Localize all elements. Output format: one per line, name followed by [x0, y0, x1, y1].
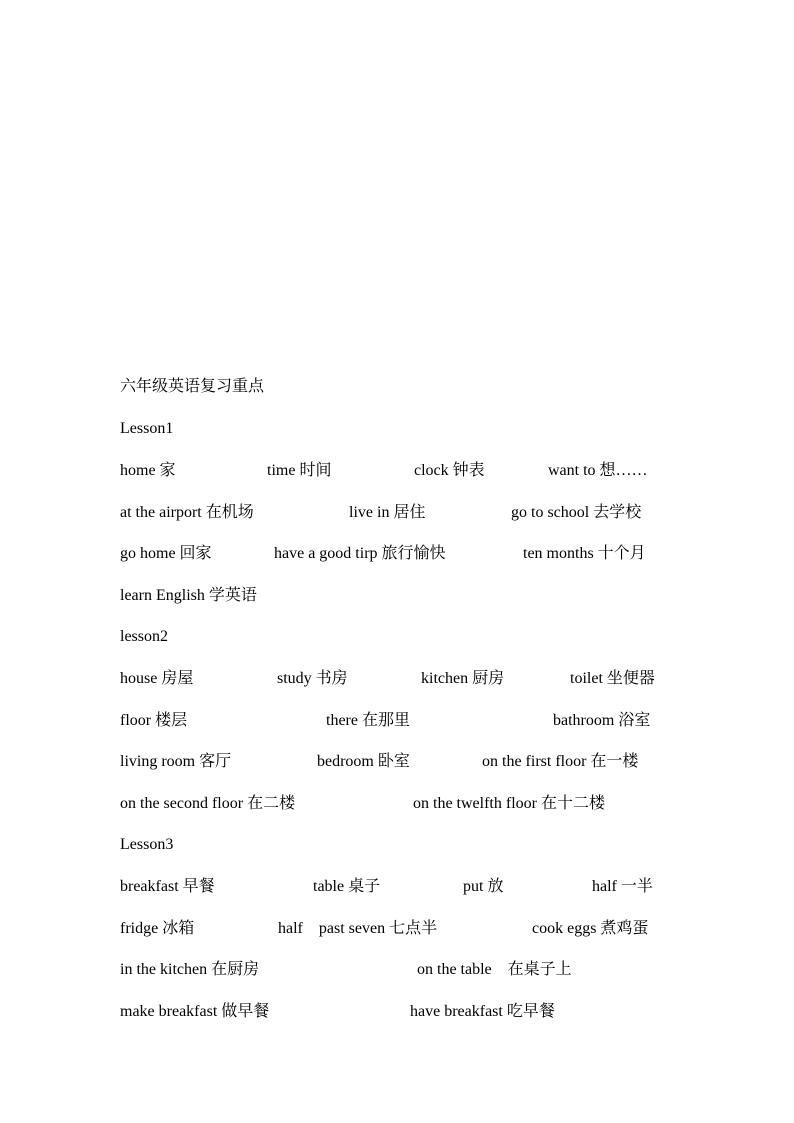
vocab-entry: learn English 学英语: [120, 587, 257, 604]
vocab-entry: want to 想……: [548, 462, 648, 479]
vocab-entry: make breakfast 做早餐: [120, 1003, 270, 1020]
vocab-row: [120, 459, 680, 483]
vocab-entry: bathroom 浴室: [553, 712, 651, 729]
vocab-entry: living room 客厅: [120, 753, 232, 770]
vocab-row: [120, 750, 680, 774]
vocab-entry: fridge 冰箱: [120, 920, 195, 937]
vocab-entry: go home 回家: [120, 545, 212, 562]
vocab-entry: on the second floor 在二楼: [120, 795, 296, 812]
vocab-row: [120, 709, 680, 733]
vocab-entry: half 一半: [592, 878, 653, 895]
lesson-heading: lesson2: [120, 628, 168, 645]
vocab-entry: table 桌子: [313, 878, 381, 895]
vocab-entry: have a good tirp 旅行愉快: [274, 545, 446, 562]
document-title: 六年级英语复习重点: [120, 378, 265, 395]
vocab-entry: in the kitchen 在厨房: [120, 961, 260, 978]
vocab-entry: house 房屋: [120, 670, 194, 687]
vocab-entry: on the first floor 在一楼: [482, 753, 639, 770]
vocab-row: [120, 917, 680, 941]
vocab-entry: kitchen 厨房: [421, 670, 505, 687]
vocab-row: [120, 667, 680, 691]
vocab-row: [120, 958, 680, 982]
vocab-entry: on the twelfth floor 在十二楼: [413, 795, 605, 812]
vocab-entry: breakfast 早餐: [120, 878, 215, 895]
vocab-entry: home 家: [120, 462, 176, 479]
vocab-entry: there 在那里: [326, 712, 410, 729]
vocab-entry: clock 钟表: [414, 462, 485, 479]
vocab-entry: have breakfast 吃早餐: [410, 1003, 555, 1020]
vocab-entry: go to school 去学校: [511, 504, 642, 521]
vocab-entry: live in 居住: [349, 504, 426, 521]
vocab-entry: floor 楼层: [120, 712, 188, 729]
vocab-entry: toilet 坐便器: [570, 670, 655, 687]
vocab-entry: on the table 在桌子上: [417, 961, 572, 978]
vocab-row: [120, 1000, 680, 1024]
vocab-row: [120, 875, 680, 899]
lesson-heading: Lesson1: [120, 420, 174, 437]
vocab-entry: half past seven 七点半: [278, 920, 438, 937]
vocab-row: [120, 792, 680, 816]
vocab-entry: ten months 十个月: [523, 545, 646, 562]
vocab-row: [120, 542, 680, 566]
vocab-entry: cook eggs 煮鸡蛋: [532, 920, 649, 937]
vocab-entry: at the airport 在机场: [120, 504, 254, 521]
vocab-entry: time 时间: [267, 462, 332, 479]
vocab-entry: bedroom 卧室: [317, 753, 410, 770]
vocab-entry: study 书房: [277, 670, 348, 687]
vocab-row: [120, 584, 680, 608]
vocab-entry: put 放: [463, 878, 504, 895]
lesson-heading: Lesson3: [120, 836, 174, 853]
vocab-row: [120, 501, 680, 525]
